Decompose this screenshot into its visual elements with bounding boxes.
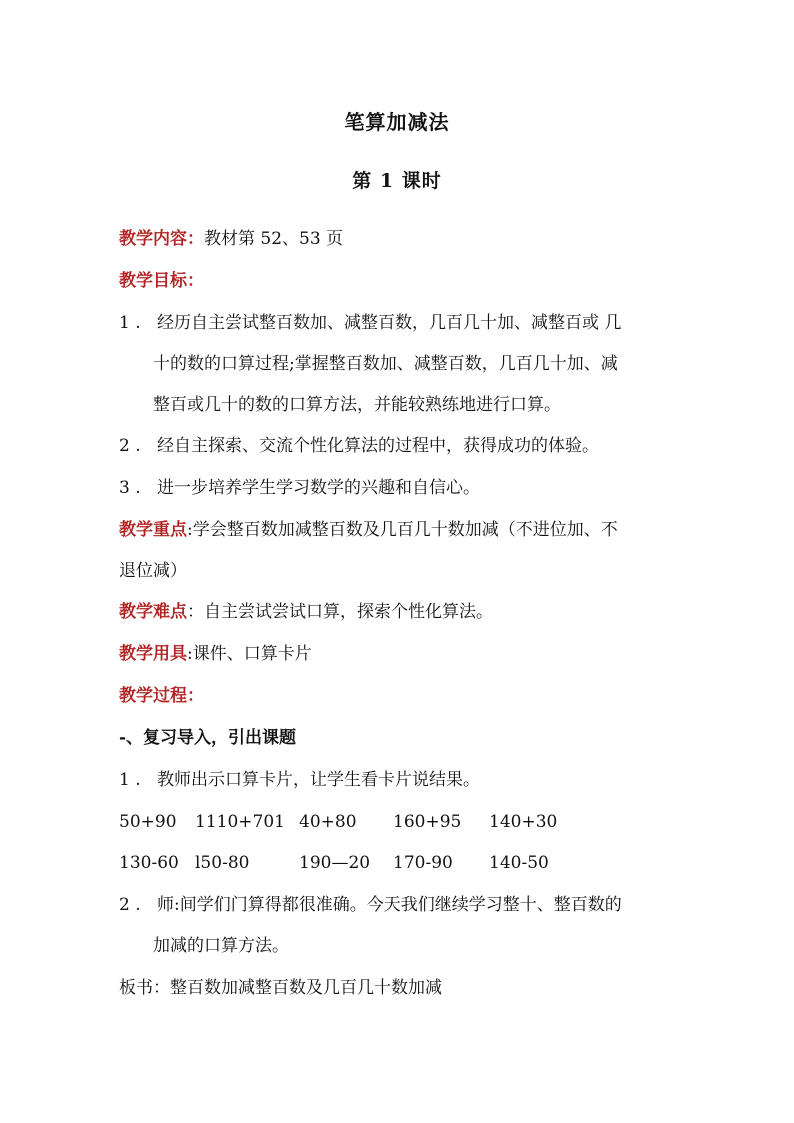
key-point-label: 教学重点 bbox=[119, 520, 187, 540]
exercise-item: 190—20 bbox=[299, 853, 371, 873]
exercise-item: 170-90 bbox=[393, 853, 453, 873]
goals-label-text: 教学目标： bbox=[119, 271, 204, 291]
exercise-item: 140-50 bbox=[489, 853, 549, 873]
board-writing: 板书：整百数加减整百数及几百几十数加减 bbox=[119, 978, 442, 998]
exercise-item: 50+90 bbox=[119, 812, 177, 832]
goal-item-3-number: 3 . bbox=[119, 478, 141, 498]
teaching-goals-label bbox=[119, 270, 204, 292]
step-1-number: 1 . bbox=[119, 770, 141, 790]
teaching-process-label: 教学过程： bbox=[119, 686, 204, 706]
step-2-number: 2 . bbox=[119, 895, 141, 915]
teaching-tools-label: 教学用具 bbox=[119, 644, 187, 664]
goal-item-1-line-2: 十的数的口算过程;掌握整百数加、减整百数，几百几十加、减 bbox=[153, 354, 618, 374]
exercise-item: 1110+701 bbox=[195, 812, 285, 832]
exercise-item: 40+80 bbox=[299, 812, 357, 832]
key-point-text: :学会整百数加减整百数及几百几十数加减（不进位加、不 bbox=[187, 520, 618, 540]
step-1-text: 教师出示口算卡片，让学生看卡片说结果。 bbox=[157, 770, 480, 790]
teaching-content-text: 教材第 52、53 页 bbox=[204, 229, 344, 249]
goal-item-1 bbox=[119, 312, 621, 334]
key-point-continued: 退位减） bbox=[119, 561, 187, 581]
exercise-item: 140+30 bbox=[489, 812, 558, 832]
step-2-line-2: 加减的口算方法。 bbox=[153, 936, 289, 956]
step-2-line-1: 师:间学们门算得都很准确。今天我们继续学习整十、整百数的 bbox=[157, 895, 622, 915]
teaching-process bbox=[119, 685, 204, 707]
goal-item-1-line-3: 整百或几十的数的口算方法，并能较熟练地进行口算。 bbox=[153, 395, 561, 415]
teaching-tools bbox=[119, 643, 312, 665]
exercise-item: l50-80 bbox=[195, 853, 250, 873]
goal-item-2 bbox=[119, 435, 599, 457]
goal-item-3-text: 进一步培养学生学习数学的兴趣和自信心。 bbox=[157, 478, 480, 498]
teaching-tools-text: :课件、口算卡片 bbox=[187, 644, 312, 664]
exercise-item: 160+95 bbox=[393, 812, 462, 832]
step-2 bbox=[119, 894, 622, 916]
difficulty-label: 教学难点 bbox=[119, 602, 187, 622]
teaching-content bbox=[119, 228, 343, 250]
exercise-row-1 bbox=[119, 811, 679, 833]
goal-item-3 bbox=[119, 477, 480, 499]
goal-item-2-text: 经自主探索、交流个性化算法的过程中，获得成功的体验。 bbox=[157, 436, 599, 456]
key-point bbox=[119, 519, 618, 541]
goal-item-1-line-1: 经历自主尝试整百数加、减整百数，几百几十加、减整百或 几 bbox=[157, 313, 622, 333]
goal-item-1-number: 1 . bbox=[119, 313, 141, 333]
step-1 bbox=[119, 769, 480, 791]
exercise-row-2 bbox=[119, 852, 679, 874]
document-title: 笔算加减法 bbox=[344, 110, 450, 134]
exercise-item: 130-60 bbox=[119, 853, 179, 873]
section-1-heading: -、复习导入，引出课题 bbox=[119, 728, 297, 748]
difficulty-text: ：自主尝试尝试口算，探索个性化算法。 bbox=[187, 602, 493, 622]
lesson-number: 第 1 课时 bbox=[352, 170, 442, 192]
difficulty bbox=[119, 601, 493, 623]
goal-item-2-number: 2 . bbox=[119, 436, 141, 456]
teaching-content-label: 教学内容： bbox=[119, 229, 204, 249]
